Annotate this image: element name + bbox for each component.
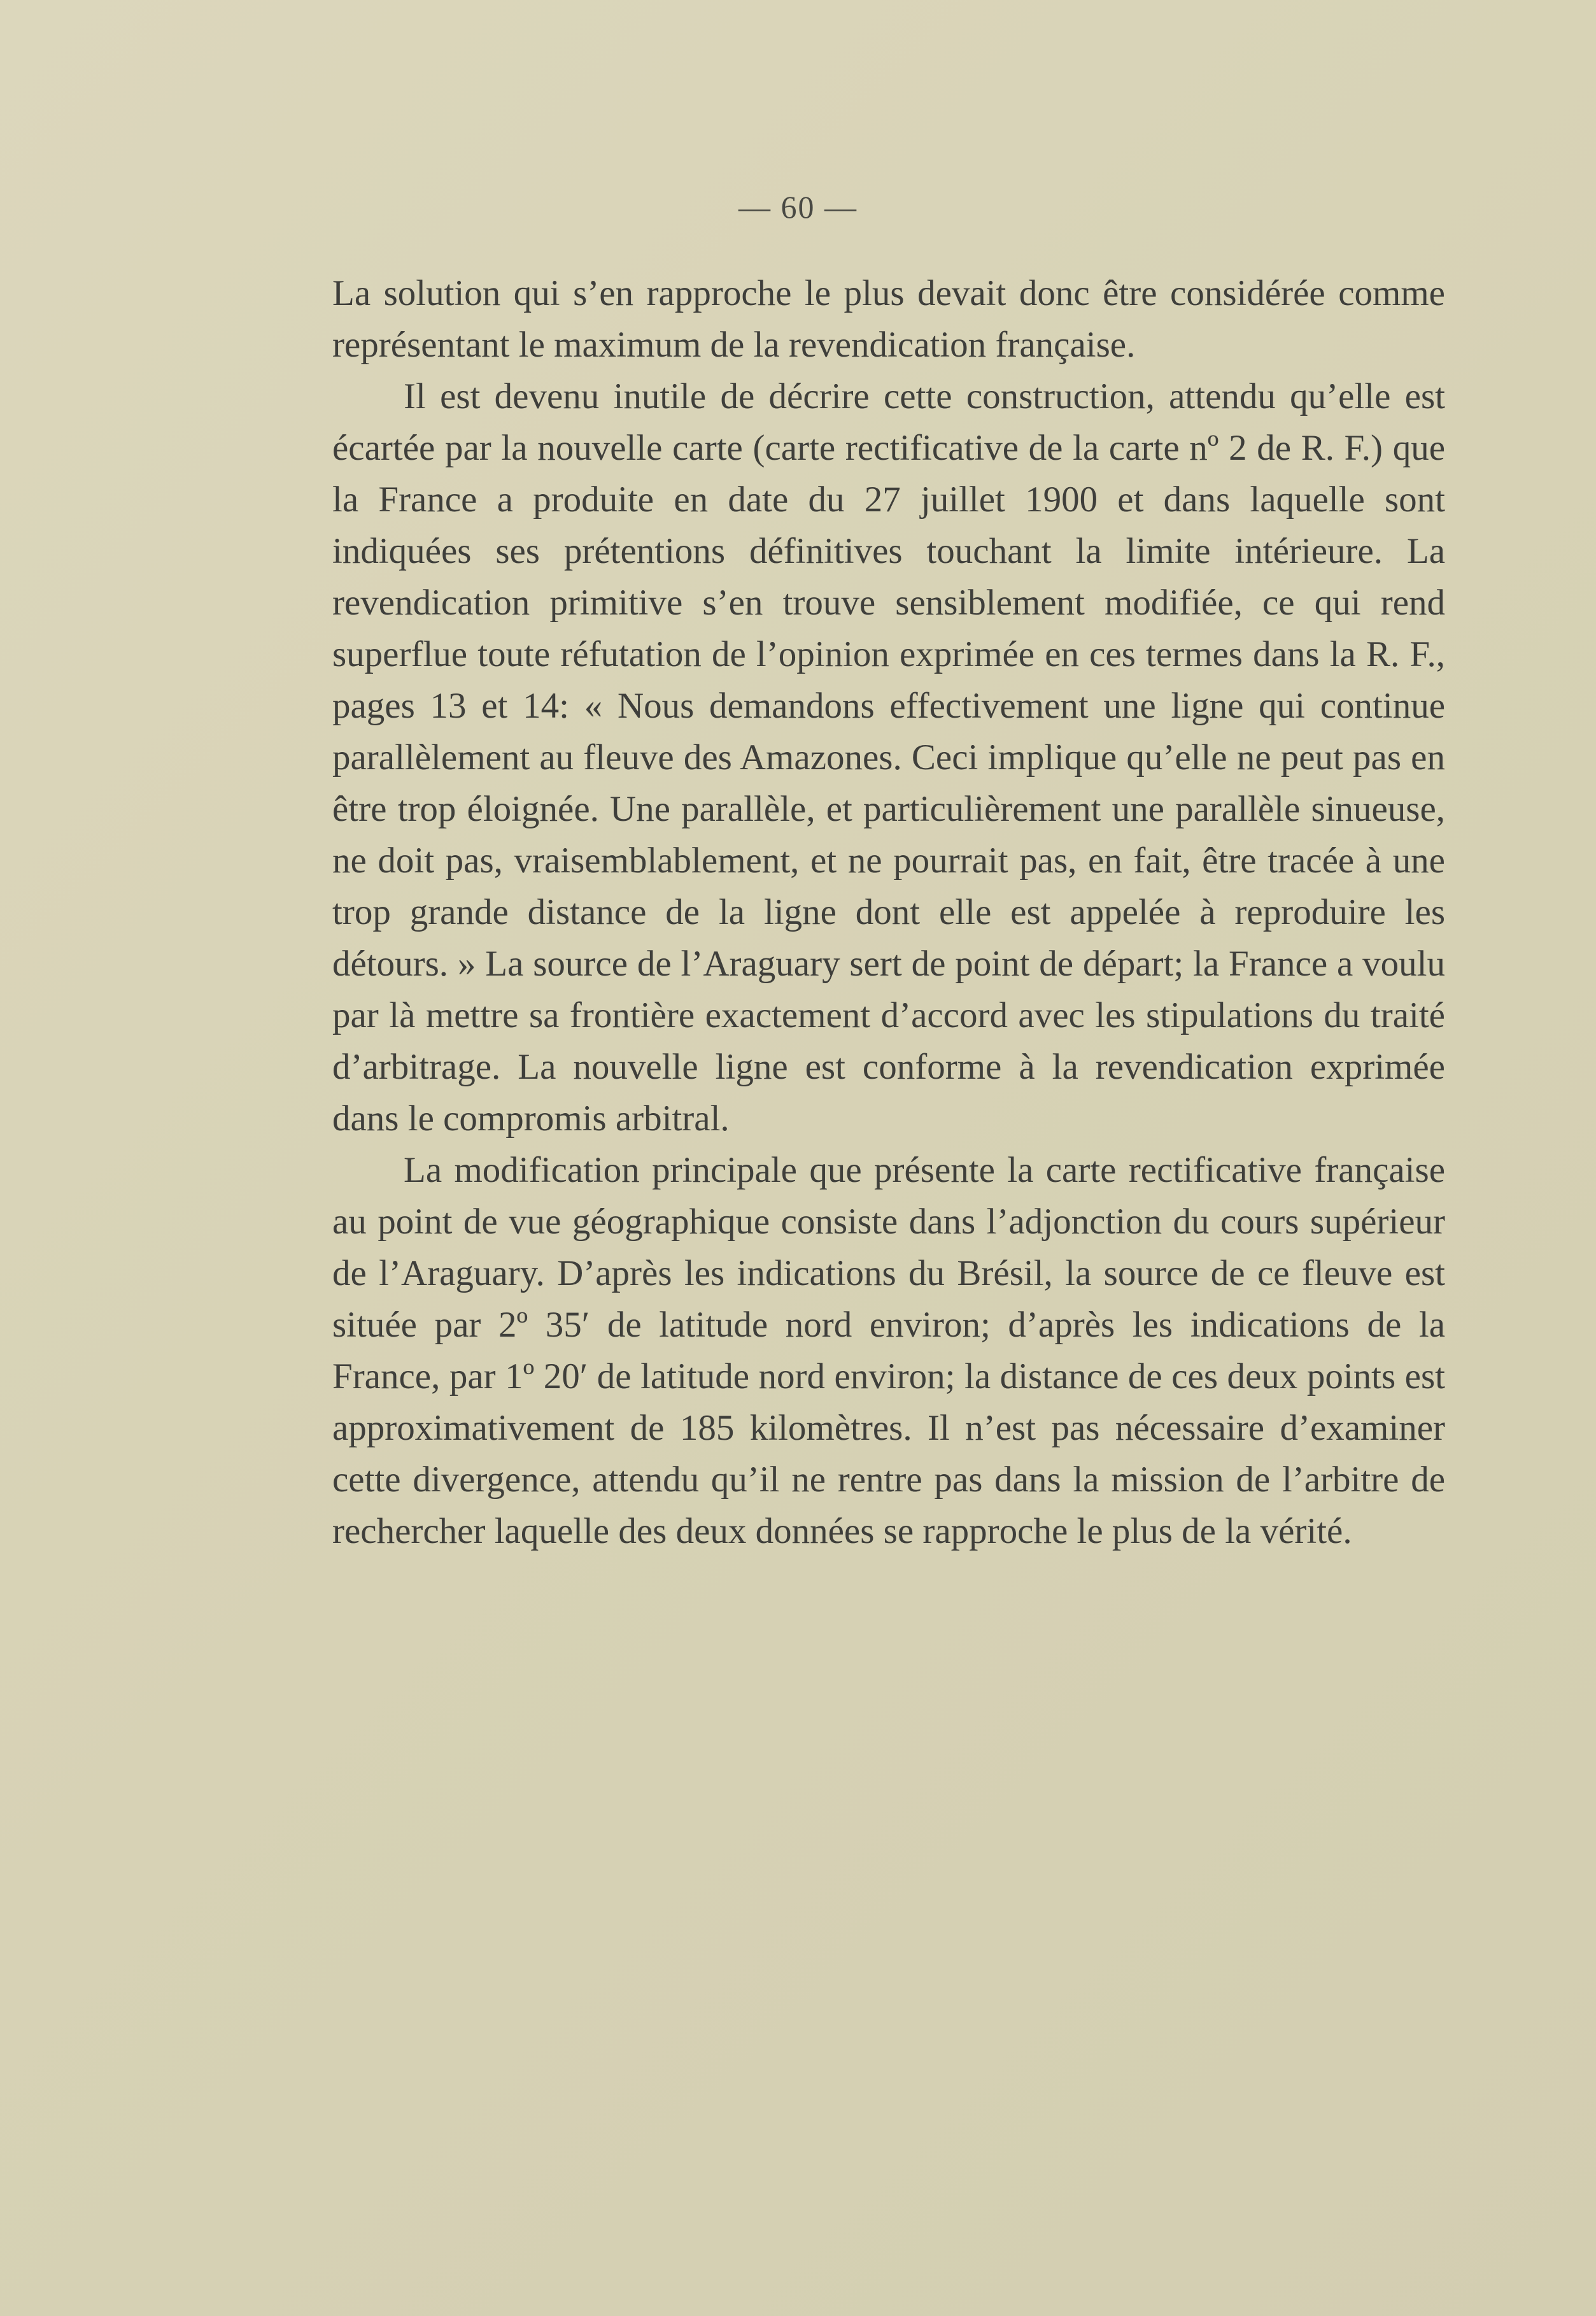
body-text [332,267,1445,1557]
paragraph: La modification principale que présente la carte rectificative française au point de vue géographique consiste dans l’adjonction du cours supérieur de l’Araguary. D’après les indications du Brésil, la source de ce fleuve est située par 2º 35′ de latitude nord environ; d’après les indications de la France, par 1º 20′ de latitude nord environ; la distance de ces deux points est approximativement de 185 kilomètres. Il n’est pas nécessaire d’examiner cette divergence, attendu qu’il ne rentre pas dans la mission de l’arbitre de rechercher laquelle des deux données se rapproche le plus de la vérité. [332,1150,1445,1551]
paragraph: La solution qui s’en rapproche le plus devait donc être considérée comme représentant le maximum de la revendication française. [332,273,1445,365]
paragraph: Il est devenu inutile de décrire cette construction, attendu qu’elle est écartée par la nouvelle carte (carte rectificative de la carte nº 2 de R. F.) que la France a produite en date du 27 juillet 1900 et dans laquelle sont indiquées ses prétentions définitives touchant la limite intérieure. La revendication primitive s’en trouve sensiblement modifiée, ce qui rend superflue toute réfutation de l’opinion exprimée en ces termes dans la R. F., pages 13 et 14: « Nous demandons effectivement une ligne qui continue parallèlement au fleuve des Amazones. Ceci implique qu’elle ne peut pas en être trop éloignée. Une parallèle, et particulièrement une parallèle sinueuse, ne doit pas, vraisemblablement, et ne pourrait pas, en fait, être tracée à une trop grande distance de la ligne dont elle est appelée à reproduire les détours. » La source de l’Araguary sert de point de départ; la France a voulu par là mettre sa frontière exactement d’accord avec les stipulations du traité d’arbitrage. La nouvelle ligne est conforme à la revendication exprimée dans le compromis arbitral. [332,376,1445,1139]
page-number: — 60 — [738,189,858,225]
